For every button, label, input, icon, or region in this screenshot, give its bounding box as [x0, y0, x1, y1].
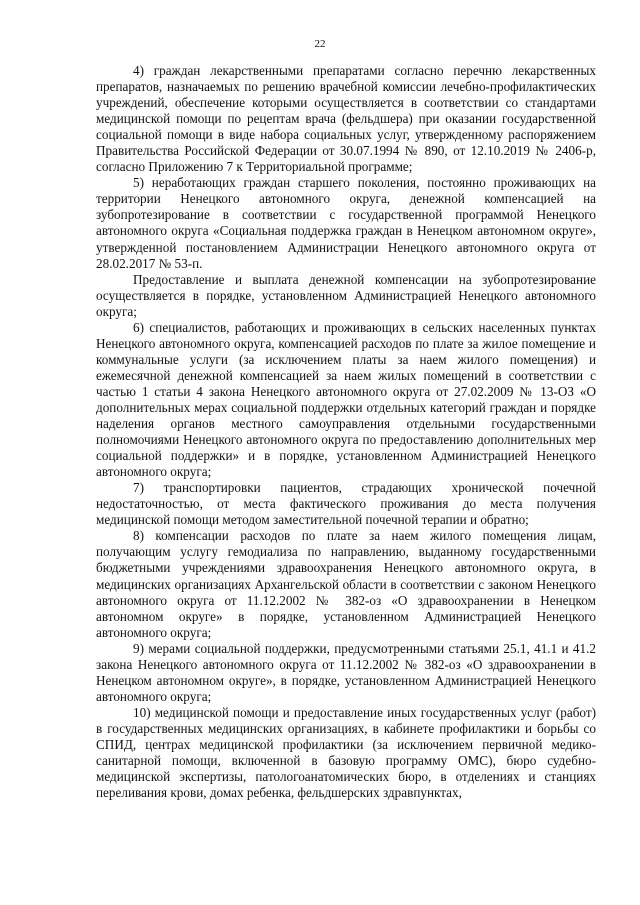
paragraph-item-6: 6) специалистов, работающих и проживающих в сельских населенных пунктах Ненецкого автономного округа, компенсацией расходов по плате за жилое помещение и коммунальные услуги (за исключением платы за наем жилого помещения) и ежемесячной денежной компенсацией за наем жилых помещений в соответствии с частью 1 статьи 4 закона Ненецкого автономного округа от 27.02.2009 № 13-ОЗ «О дополнительных мерах социальной поддержки отдельных категорий граждан и порядке наделения органов местного самоуправления отдельными государственными полномочиями Ненецкого автономного округа по предоставлению дополнительных мер социальной поддержки» и в порядке, установленном Администрацией Ненецкого автономного округа; [96, 319, 596, 480]
paragraph-item-7: 7) транспортировки пациентов, страдающих хронической почечной недостаточностью, от места фактического проживания до места получения медицинской помощи методом заместительной почечной терапии и обратно; [96, 480, 596, 528]
paragraph-item-8: 8) компенсации расходов по плате за наем жилого помещения лицам, получающим услугу гемодиализа по направлению, выданному государственными бюджетными учреждениями здравоохранения Ненецкого автономного округа, в медицинских организациях Архангельской области в соответствии с законом Ненецкого автономного округа от 11.12.2002 № 382-оз «О здравоохранении в Ненецком автономном округе» в порядке, установленном Администрацией Ненецкого автономного округа; [96, 528, 596, 640]
paragraph-item-5: 5) неработающих граждан старшего поколения, постоянно проживающих на территории Ненецкого автономного округа, денежной компенсацией на зубопротезирование в соответствии с государственной программой Ненецкого автономного округа «Социальная поддержка граждан в Ненецком автономном округе», утвержденной постановлением Администрации Ненецкого автономного округа от 28.02.2017 № 53-п. [96, 175, 596, 271]
paragraph-item-9: 9) мерами социальной поддержки, предусмотренными статьями 25.1, 41.1 и 41.2 закона Ненецкого автономного округа от 11.12.2002 № 382-оз «О здравоохранении в Ненецком автономном округе», в порядке, установленном Администрацией Ненецкого автономного округа; [96, 640, 596, 704]
paragraph-compensation-note: Предоставление и выплата денежной компенсации на зубопротезирование осуществляется в порядке, установленном Администрацией Ненецкого автономного округа; [96, 271, 596, 319]
paragraph-item-10: 10) медицинской помощи и предоставление иных государственных услуг (работ) в государственных медицинских организациях, в кабинете профилактики и борьбы со СПИД, центрах медицинской профилактики (за исключением первичной медико-санитарной помощи, включенной в базовую программу ОМС), бюро судебно-медицинской экспертизы, патологоанатомических бюро, в отделениях и станциях переливания крови, домах ребенка, фельдшерских здравпунктах, [96, 704, 596, 801]
paragraph-item-4: 4) граждан лекарственными препаратами согласно перечню лекарственных препаратов, назначаемых по решению врачебной комиссии лечебно-профилактических учреждений, обеспечение которыми осуществляется в соответствии со стандартами медицинской помощи по рецептам врача (фельдшера) при оказании государственной социальной помощи в виде набора социальных услуг, утвержденному распоряжением Правительства Российской Федерации от 30.07.1994 № 890, от 12.10.2019 № 2406-р, согласно Приложению 7 к Территориальной программе; [96, 63, 596, 175]
document-body [96, 63, 596, 801]
page-number: 22 [314, 38, 326, 50]
